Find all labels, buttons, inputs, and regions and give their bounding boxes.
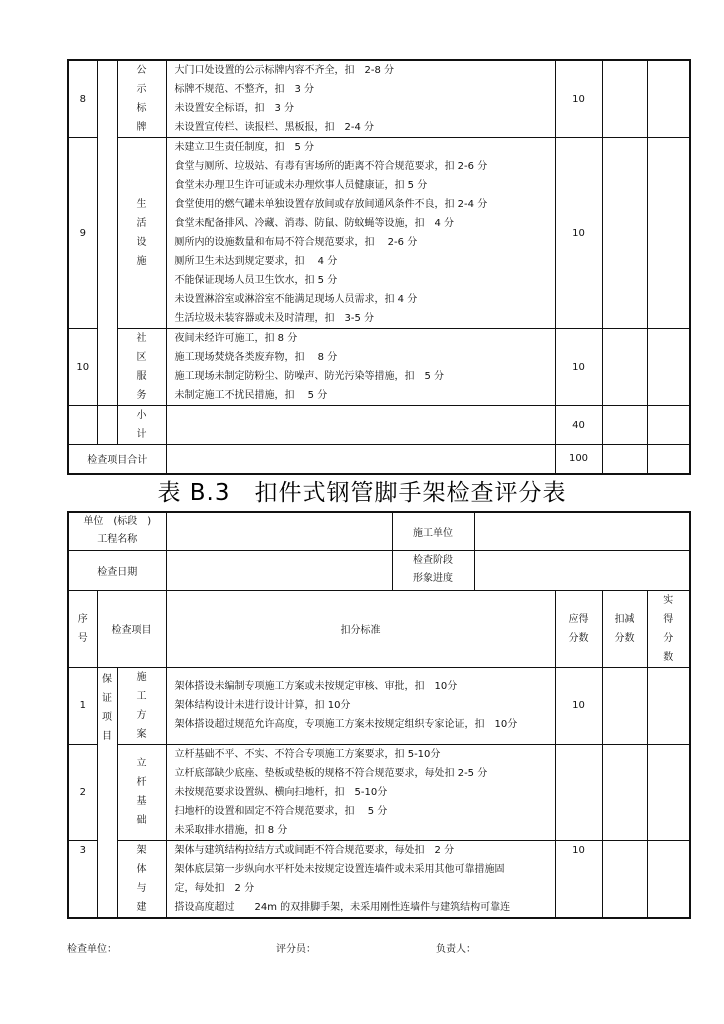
row-number: 1 [68,667,97,744]
deduct-score [602,744,647,840]
table-row [68,840,690,918]
row-number: 9 [68,138,97,329]
actual-score [647,840,690,918]
date-value [166,550,392,590]
table-row [68,744,690,840]
actual-score [647,60,690,138]
unit-value [166,512,392,550]
item-name: 架 体 与 建 [117,840,166,918]
due-score: 10 [555,60,602,138]
due-score: 10 [555,840,602,918]
date-row [68,550,690,590]
date-label: 检查日期 [68,550,166,590]
stage-label: 检查阶段 形象进度 [392,550,474,590]
subtotal-row [68,406,690,445]
due-score [555,744,602,840]
contractor-value [474,512,690,550]
subtotal-score: 40 [555,406,602,445]
item-name: 立 杆 基 础 [117,744,166,840]
table-sanitation-continued [67,59,691,475]
deduct-score [602,667,647,744]
due-score: 10 [555,138,602,329]
scorer-label: 评分员： [276,944,316,955]
deduct-score [602,329,647,406]
criteria-cell: 架体搭设未编制专项施工方案或未按规定审核、审批，扣 10分 架体结构设计未进行设计计算，扣 10分 架体搭设超过规范允许高度，专项施工方案未按规定组织专家论证，扣 10分 [166,667,555,744]
stage-value [474,550,690,590]
item-name: 公 示 标 牌 [117,60,166,138]
actual-score [647,138,690,329]
table-scaffold-inspection [67,511,691,919]
actual-score [647,744,690,840]
unit-label: 单位 (标段 ) 工程名称 [68,512,166,550]
actual-score [647,667,690,744]
category-cell [97,60,117,406]
header-item: 检查项目 [97,590,166,667]
actual-score [647,329,690,406]
responsible-label: 负责人： [436,944,476,955]
row-number: 2 [68,744,97,840]
item-name: 社 区 服 务 [117,329,166,406]
header-actual: 实 得 分 数 [647,590,690,667]
total-score: 100 [555,445,602,474]
deduct-score [602,138,647,329]
deduct-score [602,60,647,138]
row-number: 3 [68,840,97,918]
criteria-cell: 立杆基础不平、不实、不符合专项施工方案要求，扣 5-10分 立杆底部缺少底座、垫板或垫板的规格不符合规范要求，每处扣 2-5 分 未按规范要求设置纵、横向扫地杆，扣 5-10分 扫地杆的设置和固定不符合规范要求，扣 5 分 未采取排水措施，扣 8 分 [166,744,555,840]
category-cell: 保 证 项 目 [97,667,117,918]
contractor-label: 施工单位 [392,512,474,550]
table-row [68,329,690,406]
header-row [68,590,690,667]
header-no: 序 号 [68,590,97,667]
due-score: 10 [555,667,602,744]
item-name: 施 工 方 案 [117,667,166,744]
total-label: 检查项目合计 [68,445,166,474]
due-score: 10 [555,329,602,406]
criteria-cell: 架体与建筑结构拉结方式或间距不符合规范要求，每处扣 2 分 架体底层第一步纵向水平杆处未按规定设置连墙件或未采用其他可靠措施固 定，每处扣 2 分 搭设高度超过 24m 的双排脚手架，未采用刚性连墙件与建筑结构可靠连 [166,840,555,918]
total-row [68,445,690,474]
header-due: 应得 分数 [555,590,602,667]
unit-row [68,512,690,550]
row-number: 8 [68,60,97,138]
table-row [68,667,690,744]
header-deduct: 扣减 分数 [602,590,647,667]
subtotal-label: 小 计 [117,406,166,445]
row-number: 10 [68,329,97,406]
page-title: 表 B.3 扣件式钢管脚手架检查评分表 [157,480,567,506]
header-criteria: 扣分标准 [166,590,555,667]
criteria-cell: 未建立卫生责任制度，扣 5 分 食堂与厕所、垃圾站、有毒有害场所的距离不符合规范要求，扣 2-6 分 食堂未办理卫生许可证或未办理炊事人员健康证，扣 5 分 食堂使用的燃气罐未单独设置存放间或存放间通风条件不良，扣 2-4 分 食堂未配备排风、冷藏、消毒、防鼠、防蚊蝇等设施，扣 4 分 厕所内的设施数量和布局不符合规范要求，扣 2-6 分 厕所卫生未达到规定要求，扣 4 分 不能保证现场人员卫生饮水，扣 5 分 未设置淋浴室或淋浴室不能满足现场人员需求，扣 4 分 生活垃圾未装容器或未及时清理，扣 3-5 分 [166,138,555,329]
deduct-score [602,840,647,918]
table-row [68,60,690,138]
inspect-unit-label: 检查单位： [67,944,117,955]
table-row [68,138,690,329]
criteria-cell: 夜间未经许可施工，扣 8 分 施工现场焚烧各类废弃物，扣 8 分 施工现场未制定防粉尘、防噪声、防光污染等措施，扣 5 分 未制定施工不扰民措施，扣 5 分 [166,329,555,406]
criteria-cell: 大门口处设置的公示标牌内容不齐全，扣 2-8 分 标牌不规范、不整齐，扣 3 分 未设置安全标语，扣 3 分 未设置宣传栏、读报栏、黑板报，扣 2-4 分 [166,60,555,138]
item-name: 生 活 设 施 [117,138,166,329]
